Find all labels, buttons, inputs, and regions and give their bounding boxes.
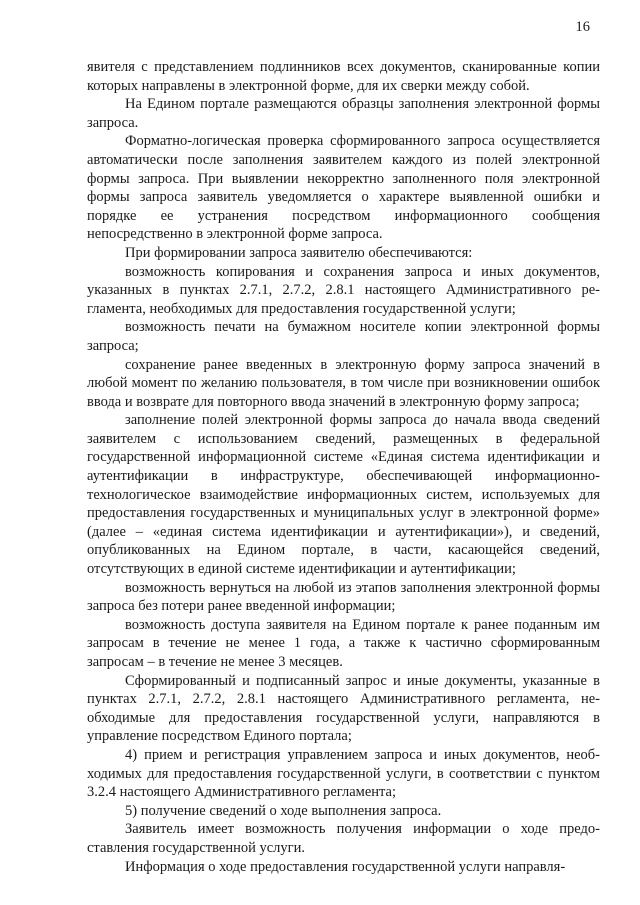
paragraph: 4) прием и регистрация управлением запроса и иных документов, необходимых для предоставления государственной услуги, в соответствии с пунктом 3.2.4 настоящего Административного регламента; [87, 746, 600, 801]
paragraph: Заявитель имеет возможность получения информации о ходе предоставления государственной услуги. [87, 821, 600, 856]
page-number: 16 [575, 19, 590, 35]
paragraph: При формировании запроса заявителю обеспечиваются: [125, 244, 473, 261]
paragraph: Форматно-логическая проверка сформированного запроса осуществляется автоматически после заполнения заявителем каждого из полей электронной формы запроса. При выявлении некорректно заполненного поля электронной формы запроса заявитель уведомляется о характере выявленной ошибки и порядке ее устранения посредством информационного сообщения непосредственно в электронной форме запроса. [87, 133, 600, 243]
paragraph: На Едином портале размещаются образцы заполнения электронной формы запроса. [87, 96, 600, 131]
paragraph: явителя с представлением подлинников всех документов, сканированные копии которых направлены в электронной форме, для их сверки между собой. [87, 59, 600, 94]
paragraph: Сформированный и подписанный запрос и иные документы, указанные в пунктах 2.7.1, 2.7.2, 2.8.1 настоящего Административного регламента, необходимые для предоставления государственной услуги, направляются в управление посредством Единого портала; [87, 672, 600, 745]
paragraph: 5) получение сведений о ходе выполнения запроса. [125, 802, 442, 819]
paragraph: заполнение полей электронной формы запроса до начала ввода сведений заявителем с использованием сведений, размещенных в федеральной государственной информационной системе «Единая система идентификации и аутентификации в инфраструктуре, обеспечивающей информационно-технологическое взаимодействие информационных систем, используемых для предоставления государственных и муниципальных услуг в электронной форме» (далее – «единая система идентификации и аутентификации»), и сведений, опубликованных на Едином портале, в части, касающейся сведений, отсутствующих в единой системе идентификации и аутентификации; [87, 412, 600, 578]
paragraph: возможность печати на бумажном носителе копии электронной формы запроса; [87, 319, 600, 354]
body-text [87, 58, 600, 876]
paragraph: Информация о ходе предоставления государственной услуги направля- [125, 858, 566, 875]
paragraph: сохранение ранее введенных в электронную форму запроса значений в любой момент по желанию пользователя, в том числе при возникновении ошибок ввода и возврате для повторного ввода значений в электронную форму запроса; [87, 356, 600, 410]
paragraph: возможность доступа заявителя на Едином портале к ранее поданным им запросам в течение не менее 1 года, а также к частично сформированным запросам – в течение не менее 3 месяцев. [87, 616, 600, 670]
paragraph: возможность копирования и сохранения запроса и иных документов, указанных в пунктах 2.7.1, 2.7.2, 2.8.1 настоящего Административного регламента, необходимых для предоставления государственной услуги; [87, 263, 600, 317]
paragraph: возможность вернуться на любой из этапов заполнения электронной формы запроса без потери ранее введенной информации; [87, 579, 600, 615]
